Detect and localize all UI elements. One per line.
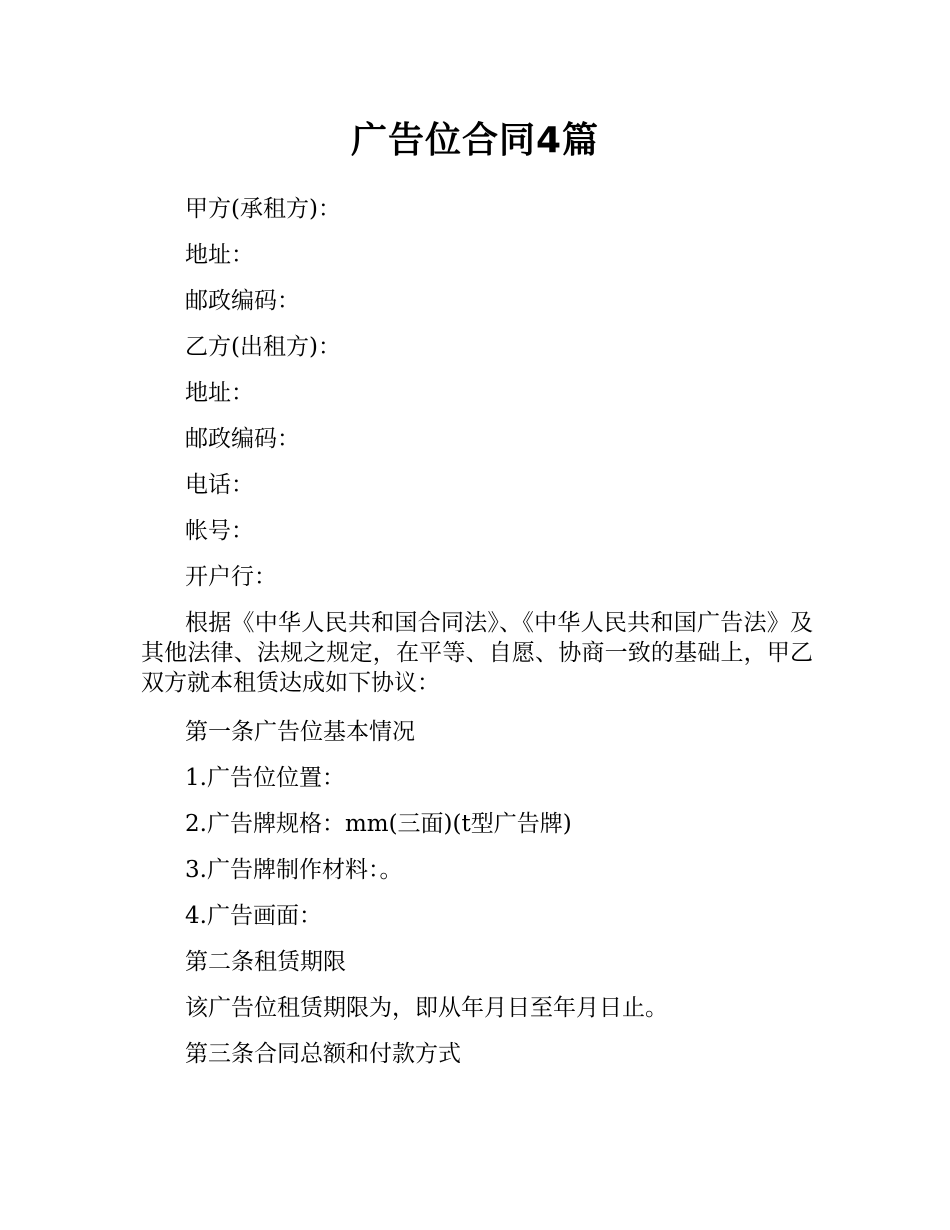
party-b-phone: 电话： bbox=[185, 472, 254, 498]
party-a-address: 地址： bbox=[185, 242, 254, 268]
article-1-item-3: 3.广告牌制作材料：。 bbox=[185, 857, 403, 883]
article-1-item-4: 4.广告画面： bbox=[185, 903, 322, 929]
party-b-account: 帐号： bbox=[185, 518, 254, 544]
party-b-postcode: 邮政编码： bbox=[185, 426, 300, 452]
article-2-heading: 第二条租赁期限 bbox=[185, 949, 346, 975]
article-3-heading: 第三条合同总额和付款方式 bbox=[185, 1041, 461, 1067]
article-2-text: 该广告位租赁期限为，即从年月日至年月日止。 bbox=[185, 995, 668, 1021]
document-body bbox=[141, 198, 813, 1089]
preamble-paragraph: 根据《中华人民共和国合同法》、《中华人民共和国广告法》及其他法律、法规之规定，在平等、自愿、协商一致的基础上，甲乙双方就本租赁达成如下协议： bbox=[141, 610, 813, 696]
party-a-postcode: 邮政编码： bbox=[185, 288, 300, 314]
party-b-address: 地址： bbox=[185, 380, 254, 406]
document-title: 广告位合同4篇 bbox=[350, 120, 600, 161]
article-1-heading: 第一条广告位基本情况 bbox=[185, 719, 415, 745]
party-b-bank: 开户行： bbox=[185, 564, 277, 590]
article-1-item-1: 1.广告位位置： bbox=[185, 765, 345, 791]
party-b-label: 乙方(出租方)： bbox=[185, 334, 341, 360]
article-1-item-2: 2.广告牌规格：mm(三面)(t型广告牌) bbox=[185, 811, 572, 837]
party-a-label: 甲方(承租方)： bbox=[185, 196, 341, 222]
